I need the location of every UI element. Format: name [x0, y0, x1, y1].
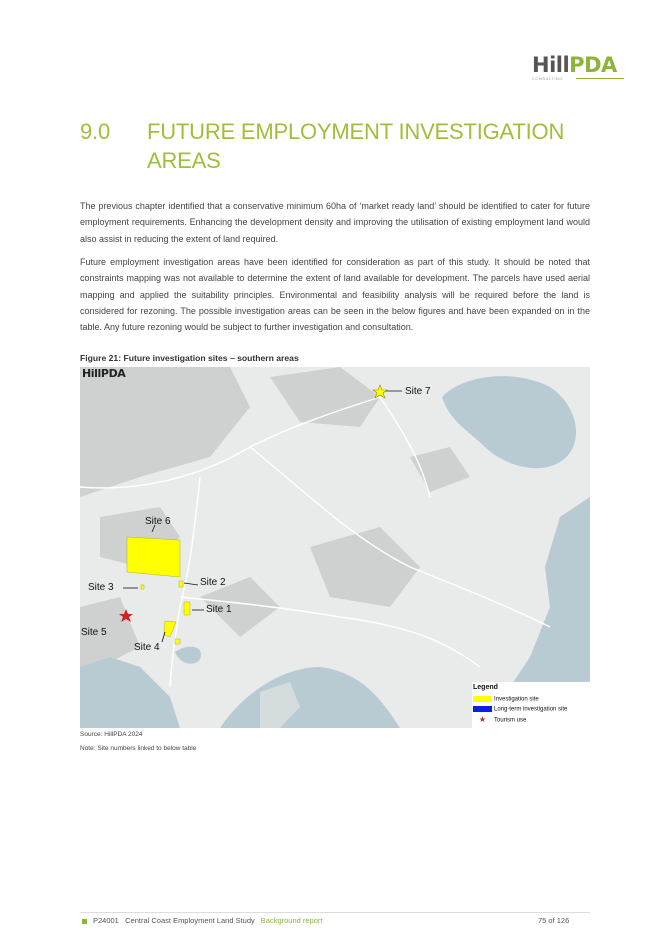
section-number: 9.0: [80, 119, 110, 144]
logo-pda-text: PDA: [569, 53, 617, 77]
site-4-polygon: [164, 621, 176, 637]
map-canvas: [80, 367, 590, 728]
map-logo: HillPDA: [82, 367, 126, 380]
investigation-sites-map: [80, 367, 590, 728]
site-1-polygon: [184, 602, 190, 615]
legend-title: Legend: [473, 684, 498, 691]
star-icon: ★: [478, 715, 487, 724]
site-4-label: Site 4: [134, 642, 160, 653]
page-number: 75 of 126: [538, 916, 570, 925]
footer-square-icon: [82, 919, 87, 924]
footer-report: Background report: [260, 916, 323, 925]
section-title-line2: AREAS: [147, 148, 221, 173]
logo-hill-text: Hill: [532, 53, 570, 77]
site-7-label: Site 7: [405, 386, 431, 397]
figure-caption: Figure 21: Future investigation sites – southern areas: [80, 353, 299, 363]
footer: [82, 916, 322, 925]
legend-item-long-term: Long-term investigation site: [473, 706, 567, 714]
site-3-label: Site 3: [88, 582, 114, 593]
site-1-label: Site 1: [206, 604, 232, 615]
site-6-label: Site 6: [145, 516, 171, 527]
map-legend: [472, 682, 590, 728]
footer-project: Central Coast Employment Land Study: [125, 916, 255, 925]
footer-divider: [80, 912, 590, 913]
figure-source: Source: HillPDA 2024: [80, 731, 143, 738]
site-5-label: Site 5: [81, 627, 107, 638]
section-title-line1: FUTURE EMPLOYMENT INVESTIGATION: [147, 119, 565, 144]
site-3-polygon: [141, 585, 144, 589]
footer-code: P24001: [93, 916, 119, 925]
site-6-polygon: [127, 537, 180, 577]
legend-item-investigation: Investigation site: [473, 696, 539, 704]
site-4b-polygon: [175, 639, 180, 644]
paragraph-2: Future employment investigation areas have been identified for consideration as part of this study. It should be noted that constraints mapping was not available to determine the extent of land available for development. The parcels have used aerial mapping and applied the suitability principles. Environmental and feasibility analysis will be required before the land is considered for rezoning. The possible investigation areas can be seen in the below figures and have been expanded on in the table. Any future rezoning would be subject to further investigation and consultation.: [80, 257, 590, 333]
site-2-label: Site 2: [200, 577, 226, 588]
hillpda-logo: [532, 54, 624, 84]
legend-item-tourism: ★ Tourism use: [473, 716, 526, 724]
logo-subtitle: CONSULTING: [532, 76, 563, 81]
paragraph-1: The previous chapter identified that a conservative minimum 60ha of ‘market ready land’ should be identified to cater for future employment requirements. Enhancing the development density and improving the utilisation of existing employment land would also assist in reducing the extent of land required.: [80, 201, 590, 244]
figure-note: Note: Site numbers linked to below table: [80, 745, 197, 752]
site-2-polygon: [179, 581, 183, 587]
section-title: [147, 117, 567, 175]
